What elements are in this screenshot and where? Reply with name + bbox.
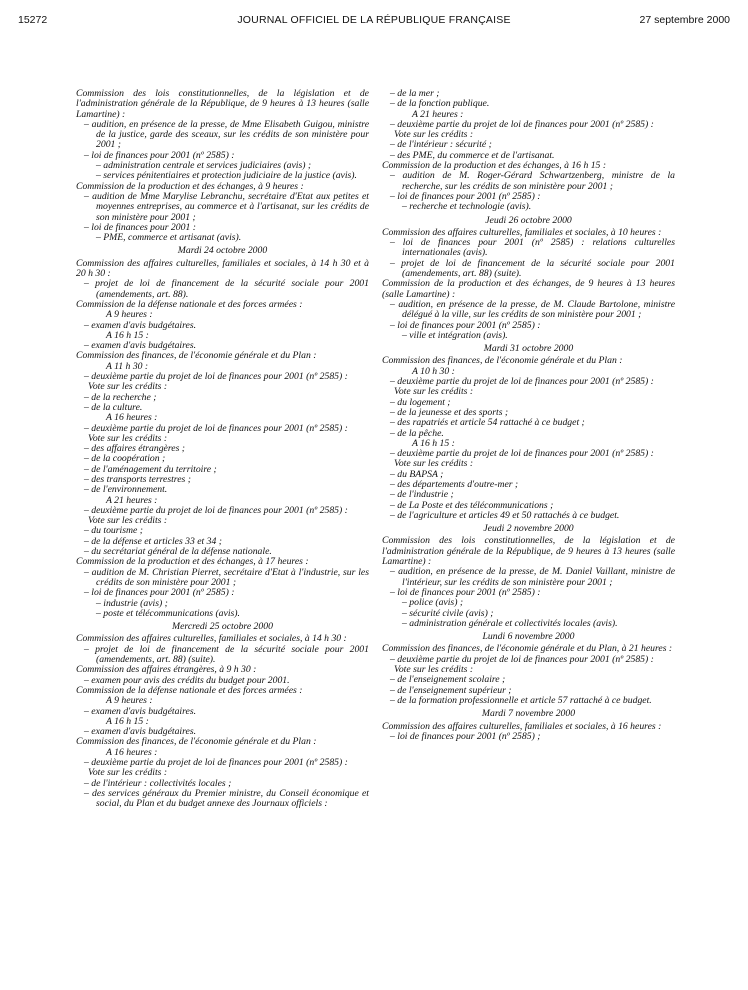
agenda-item: – loi de finances pour 2001 (nº 2585) : relations culturelles internationales (avis). bbox=[390, 237, 675, 259]
agenda-item: – de la pêche. bbox=[390, 427, 444, 439]
agenda-item: – des services généraux du Premier ministre, du Conseil économique et social, du Plan et du budget annexe des Journaux officiels : bbox=[84, 787, 369, 810]
agenda-item: – deuxième partie du projet de loi de finances pour 2001 (nº 2585) : bbox=[84, 504, 348, 516]
day-heading: Mardi 7 novembre 2000 bbox=[481, 708, 576, 720]
agenda-item: – audition de M. Roger-Gérard Schwartzenberg, ministre de la recherche, sur les crédits de son ministère pour 2001 ; bbox=[390, 170, 675, 192]
agenda-item: – audition de M. Christian Pierret, secrétaire d'Etat à l'industrie, sur les crédits de son ministère pour 2001 ; bbox=[84, 566, 369, 588]
agenda-item: – loi de finances pour 2001 (nº 2585) : bbox=[390, 319, 541, 331]
agenda-item: – de l'intérieur : collectivités locales ; bbox=[84, 777, 232, 789]
commission-heading: Commission des affaires culturelles, familiales et sociales, à 14 h 30 et à 20 h 30 : bbox=[76, 257, 369, 280]
commission-heading: Commission des affaires culturelles, familiales et sociales, à 14 h 30 : bbox=[76, 633, 347, 645]
agenda-item: – deuxième partie du projet de loi de finances pour 2001 (nº 2585) : bbox=[390, 376, 654, 388]
agenda-item: – audition, en présence de la presse, de M. Daniel Vaillant, ministre de l'intérieur, sur les crédits de son ministère pour 2001 ; bbox=[390, 566, 675, 588]
day-heading: Mercredi 25 octobre 2000 bbox=[172, 621, 273, 633]
agenda-item: – de la défense et articles 33 et 34 ; bbox=[84, 535, 223, 547]
journal-title: JOURNAL OFFICIEL DE LA RÉPUBLIQUE FRANÇAISE bbox=[237, 14, 511, 26]
commission-heading: Commission de la production et des échanges, à 17 heures : bbox=[76, 556, 309, 568]
agenda-subitem: – police (avis) ; bbox=[402, 597, 464, 609]
agenda-item: – deuxième partie du projet de loi de finances pour 2001 (nº 2585) : bbox=[390, 448, 654, 460]
agenda-item: – de La Poste et des télécommunications ; bbox=[390, 499, 554, 511]
day-heading: Jeudi 2 novembre 2000 bbox=[483, 523, 574, 535]
page-header bbox=[18, 14, 730, 32]
commission-heading: Commission des affaires étrangères, à 9 h 30 : bbox=[76, 664, 257, 676]
agenda-item: – des transports terrestres ; bbox=[84, 473, 191, 485]
agenda-item: – projet de loi de financement de la sécurité sociale pour 2001 (amendements, art. 88). bbox=[84, 278, 369, 300]
right-column bbox=[382, 89, 675, 742]
agenda-item: – examen d'avis budgétaires. bbox=[84, 340, 197, 352]
session-time: A 16 heures : bbox=[106, 412, 158, 424]
vote-heading: Vote sur les crédits : bbox=[88, 515, 168, 527]
commission-heading: Commission des affaires culturelles, familiales et sociales, à 10 heures : bbox=[382, 226, 662, 238]
agenda-subitem: – administration centrale et services judiciaires (avis) ; bbox=[96, 160, 312, 172]
agenda-item: – de la fonction publique. bbox=[390, 98, 490, 110]
agenda-item: – des affaires étrangères ; bbox=[84, 443, 185, 455]
commission-heading: Commission des affaires culturelles, familiales et sociales, à 16 heures : bbox=[382, 720, 662, 732]
agenda-item: – de la mer ; bbox=[390, 88, 440, 99]
agenda-item: – du BAPSA ; bbox=[390, 468, 444, 480]
agenda-item: – audition de Mme Marylise Lebranchu, secrétaire d'Etat aux petites et moyennes entreprises, au commerce et à l'artisanat, sur les crédits de son ministère pour 2001 ; bbox=[84, 190, 369, 223]
vote-heading: Vote sur les crédits : bbox=[88, 767, 168, 779]
vote-heading: Vote sur les crédits : bbox=[394, 664, 474, 676]
session-time: A 16 h 15 : bbox=[412, 437, 455, 449]
agenda-subitem: – recherche et technologie (avis). bbox=[402, 201, 532, 213]
agenda-subitem: – services pénitentiaires et protection judiciaire de la justice (avis). bbox=[96, 170, 357, 182]
commission-heading: Commission des finances, de l'économie générale et du Plan : bbox=[382, 355, 623, 367]
agenda-item: – loi de finances pour 2001 (nº 2585) : bbox=[84, 587, 235, 599]
agenda-item: – projet de loi de financement de la sécurité sociale pour 2001 (amendements, art. 88) (suite). bbox=[84, 643, 369, 666]
agenda-item: – deuxième partie du projet de loi de finances pour 2001 (nº 2585) : bbox=[84, 757, 348, 768]
commission-heading: Commission des lois constitutionnelles, de la législation et de l'administration générale de la République, de 9 heures à 13 heures (salle Lamartine) : bbox=[76, 88, 369, 120]
agenda-item: – des rapatriés et article 54 rattaché à ce budget ; bbox=[390, 417, 585, 429]
agenda-item: – de la formation professionnelle et article 57 rattaché à ce budget. bbox=[390, 694, 652, 706]
agenda-item: – loi de finances pour 2001 (nº 2585) : bbox=[390, 586, 541, 598]
commission-heading: Commission des finances, de l'économie générale et du Plan : bbox=[76, 736, 317, 748]
session-time: A 21 heures : bbox=[412, 108, 464, 120]
agenda-item: – projet de loi de financement de la sécurité sociale pour 2001 (amendements, art. 88) (suite). bbox=[390, 257, 675, 280]
vote-heading: Vote sur les crédits : bbox=[394, 129, 474, 141]
agenda-item: – du tourisme ; bbox=[84, 525, 143, 537]
left-column bbox=[76, 89, 369, 809]
agenda-subitem: – administration générale et collectivités locales (avis). bbox=[402, 617, 618, 629]
agenda-subitem: – poste et télécommunications (avis). bbox=[96, 607, 240, 619]
agenda-item: – examen pour avis des crédits du budget pour 2001. bbox=[84, 674, 290, 686]
session-time: A 16 heures : bbox=[106, 746, 158, 758]
agenda-subitem: – ville et intégration (avis). bbox=[402, 329, 508, 341]
agenda-item: – de l'enseignement scolaire ; bbox=[390, 674, 506, 686]
session-time: A 16 h 15 : bbox=[106, 715, 149, 727]
agenda-item: – loi de finances pour 2001 (nº 2585) ; bbox=[390, 730, 541, 742]
agenda-item: – de la coopération ; bbox=[84, 453, 166, 465]
agenda-item: – de l'aménagement du territoire ; bbox=[84, 463, 217, 475]
session-time: A 21 heures : bbox=[106, 494, 158, 506]
day-heading: Mardi 31 octobre 2000 bbox=[483, 343, 574, 355]
session-time: A 9 heures : bbox=[106, 309, 153, 321]
agenda-subitem: – industrie (avis) ; bbox=[96, 597, 168, 609]
agenda-item: – deuxième partie du projet de loi de finances pour 2001 (nº 2585) : bbox=[390, 118, 654, 130]
commission-heading: Commission de la production et des échanges, à 9 heures : bbox=[76, 180, 304, 192]
page-number: 15272 bbox=[18, 14, 48, 26]
issue-date: 27 septembre 2000 bbox=[639, 14, 730, 26]
agenda-item: – loi de finances pour 2001 : bbox=[84, 221, 196, 233]
commission-heading: Commission de la défense nationale et des forces armées : bbox=[76, 684, 303, 696]
day-heading: Lundi 6 novembre 2000 bbox=[482, 631, 575, 643]
day-heading: Mardi 24 octobre 2000 bbox=[177, 245, 268, 257]
agenda-item: – deuxième partie du projet de loi de finances pour 2001 (nº 2585) : bbox=[390, 653, 654, 665]
agenda-item: – examen d'avis budgétaires. bbox=[84, 705, 197, 717]
agenda-item: – des PME, du commerce et de l'artisanat. bbox=[390, 149, 555, 161]
agenda-item: – du secrétariat général de la défense nationale. bbox=[84, 546, 272, 558]
vote-heading: Vote sur les crédits : bbox=[394, 386, 474, 398]
commission-heading: Commission de la production et des échanges, à 16 h 15 : bbox=[382, 160, 607, 172]
agenda-item: – loi de finances pour 2001 (nº 2585) : bbox=[390, 190, 541, 202]
vote-heading: Vote sur les crédits : bbox=[88, 432, 168, 444]
agenda-item: – examen d'avis budgétaires. bbox=[84, 726, 197, 738]
agenda-subitem: – PME, commerce et artisanat (avis). bbox=[96, 232, 242, 244]
agenda-item: – audition, en présence de la presse, de M. Claude Bartolone, ministre délégué à la ville, sur les crédits de son ministère pour 2001 ; bbox=[390, 298, 675, 321]
agenda-subitem: – sécurité civile (avis) ; bbox=[402, 607, 494, 619]
agenda-item: – deuxième partie du projet de loi de finances pour 2001 (nº 2585) : bbox=[84, 422, 348, 434]
day-heading: Jeudi 26 octobre 2000 bbox=[485, 214, 572, 226]
agenda-item: – loi de finances pour 2001 (nº 2585) : bbox=[84, 149, 235, 161]
agenda-item: – deuxième partie du projet de loi de finances pour 2001 (nº 2585) : bbox=[84, 371, 348, 383]
agenda-item: – de l'intérieur : sécurité ; bbox=[390, 139, 492, 151]
commission-heading: Commission de la défense nationale et des forces armées : bbox=[76, 298, 303, 310]
commission-heading: Commission de la production et des échanges, de 9 heures à 13 heures (salle Lamartine) : bbox=[382, 278, 675, 300]
agenda-item: – de l'environnement. bbox=[84, 484, 168, 496]
agenda-item: – de la recherche ; bbox=[84, 391, 157, 403]
commission-heading: Commission des finances, de l'économie générale et du Plan, à 21 heures : bbox=[382, 643, 673, 655]
commission-heading: Commission des finances, de l'économie générale et du Plan : bbox=[76, 350, 317, 362]
session-time: A 11 h 30 : bbox=[106, 360, 149, 372]
vote-heading: Vote sur les crédits : bbox=[88, 381, 168, 393]
agenda-item: – de la culture. bbox=[84, 401, 143, 413]
agenda-item: – examen d'avis budgétaires. bbox=[84, 319, 197, 331]
agenda-item: – du logement ; bbox=[390, 396, 451, 408]
agenda-item: – de l'agriculture et articles 49 et 50 rattachés à ce budget. bbox=[390, 509, 620, 521]
agenda-item: – de l'industrie ; bbox=[390, 489, 454, 501]
agenda-item: – de la jeunesse et des sports ; bbox=[390, 406, 509, 418]
session-time: A 16 h 15 : bbox=[106, 329, 149, 341]
commission-heading: Commission des lois constitutionnelles, de la législation et de l'administration générale de la République, de 9 heures à 13 heures (salle Lamartine) : bbox=[382, 535, 675, 568]
vote-heading: Vote sur les crédits : bbox=[394, 458, 474, 470]
agenda-item: – audition, en présence de la presse, de Mme Elisabeth Guigou, ministre de la justice, garde des sceaux, sur les crédits de son ministère pour 2001 ; bbox=[84, 118, 369, 151]
session-time: A 9 heures : bbox=[106, 695, 153, 707]
session-time: A 10 h 30 : bbox=[412, 365, 455, 377]
agenda-item: – des départements d'outre-mer ; bbox=[390, 478, 519, 490]
agenda-item: – de l'enseignement supérieur ; bbox=[390, 684, 512, 696]
